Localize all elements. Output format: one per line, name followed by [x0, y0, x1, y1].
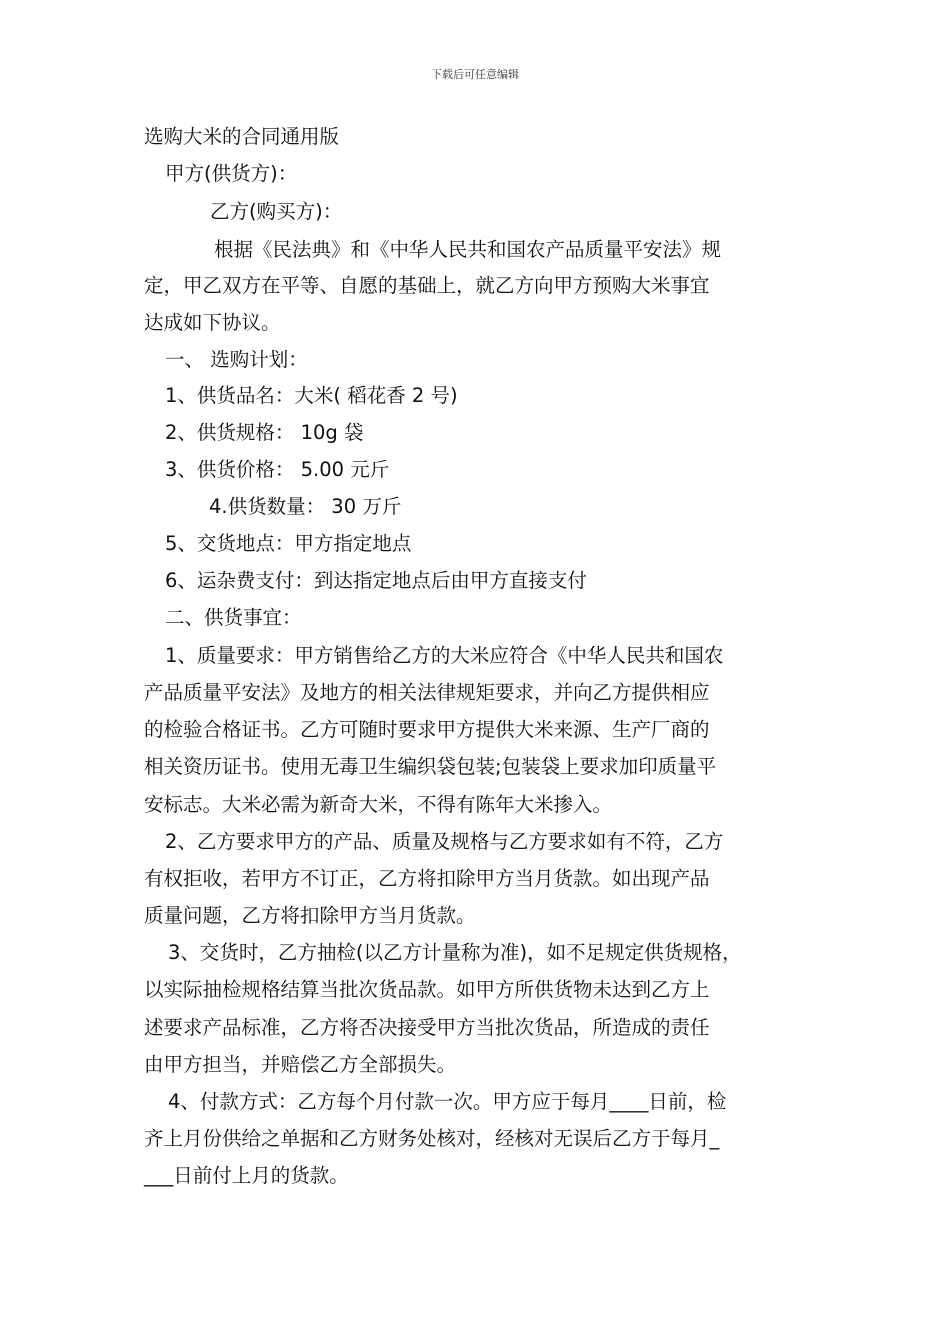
clause-line: ___日前付上月的货款。: [144, 1164, 349, 1187]
intro-line: 根据《民法典》和《中华人民共和国农产品质量平安法》规: [214, 238, 722, 261]
clause-line: 产品质量平安法》及地方的相关法律规矩要求，并向乙方提供相应: [144, 681, 710, 704]
plan-item: 1、供货品名：大米( 稻花香 2 号): [165, 384, 458, 407]
clause-line: 4、付款方式：乙方每个月付款一次。甲方应于每月____日前，检: [168, 1090, 727, 1113]
plan-item: 5、交货地点：甲方指定地点: [165, 532, 412, 555]
plan-item: 4.供货数量： 30 万斤: [209, 495, 402, 518]
clause-line: 2、乙方要求甲方的产品、质量及规格与乙方要求如有不符，乙方: [165, 830, 724, 853]
plan-item: 3、供货价格： 5.00 元斤: [165, 458, 390, 481]
clause-line: 3、交货时，乙方抽检(以乙方计量称为准)，如不足规定供货规格，: [168, 941, 742, 964]
clause-line: 安标志。大米必需为新奇大米，不得有陈年大米掺入。: [144, 793, 613, 816]
clause-line: 1、质量要求：甲方销售给乙方的大米应符合《中华人民共和国农: [165, 644, 724, 667]
clause-line: 质量问题，乙方将扣除甲方当月货款。: [144, 904, 476, 927]
clause-line: 相关资历证书。使用无毒卫生编织袋包装;包装袋上要求加印质量平: [144, 755, 717, 778]
intro-line: 达成如下协议。: [144, 311, 281, 334]
clause-line: 述要求产品标准，乙方将否决接受甲方当批次货品，所造成的责任: [144, 1016, 710, 1039]
intro-line: 定，甲乙双方在平等、自愿的基础上，就乙方向甲方预购大米事宜: [144, 274, 710, 297]
clause-line: 由甲方担当，并赔偿乙方全部损失。: [144, 1053, 457, 1076]
plan-item: 2、供货规格： 10g 袋: [165, 421, 364, 444]
party-b-line: 乙方(购买方)：: [210, 200, 343, 223]
section-heading: 一、 选购计划：: [165, 348, 308, 371]
plan-item: 6、运杂费支付：到达指定地点后由甲方直接支付: [165, 569, 587, 592]
section-heading: 二、供货事宜：: [165, 606, 302, 629]
party-a-line: 甲方(供货方)：: [165, 162, 298, 185]
clause-line: 的检验合格证书。乙方可随时要求甲方提供大米来源、生产厂商的: [144, 718, 710, 741]
clause-line: 以实际抽检规格结算当批次货品款。如甲方所供货物未达到乙方上: [144, 978, 710, 1001]
document-title: 选购大米的合同通用版: [144, 125, 340, 148]
page-header: 下载后可任意编辑: [431, 68, 519, 81]
clause-line: 齐上月份供给之单据和乙方财务处核对，经核对无误后乙方于每月_: [144, 1127, 720, 1150]
clause-line: 有权拒收，若甲方不订正，乙方将扣除甲方当月货款。如出现产品: [144, 867, 710, 890]
